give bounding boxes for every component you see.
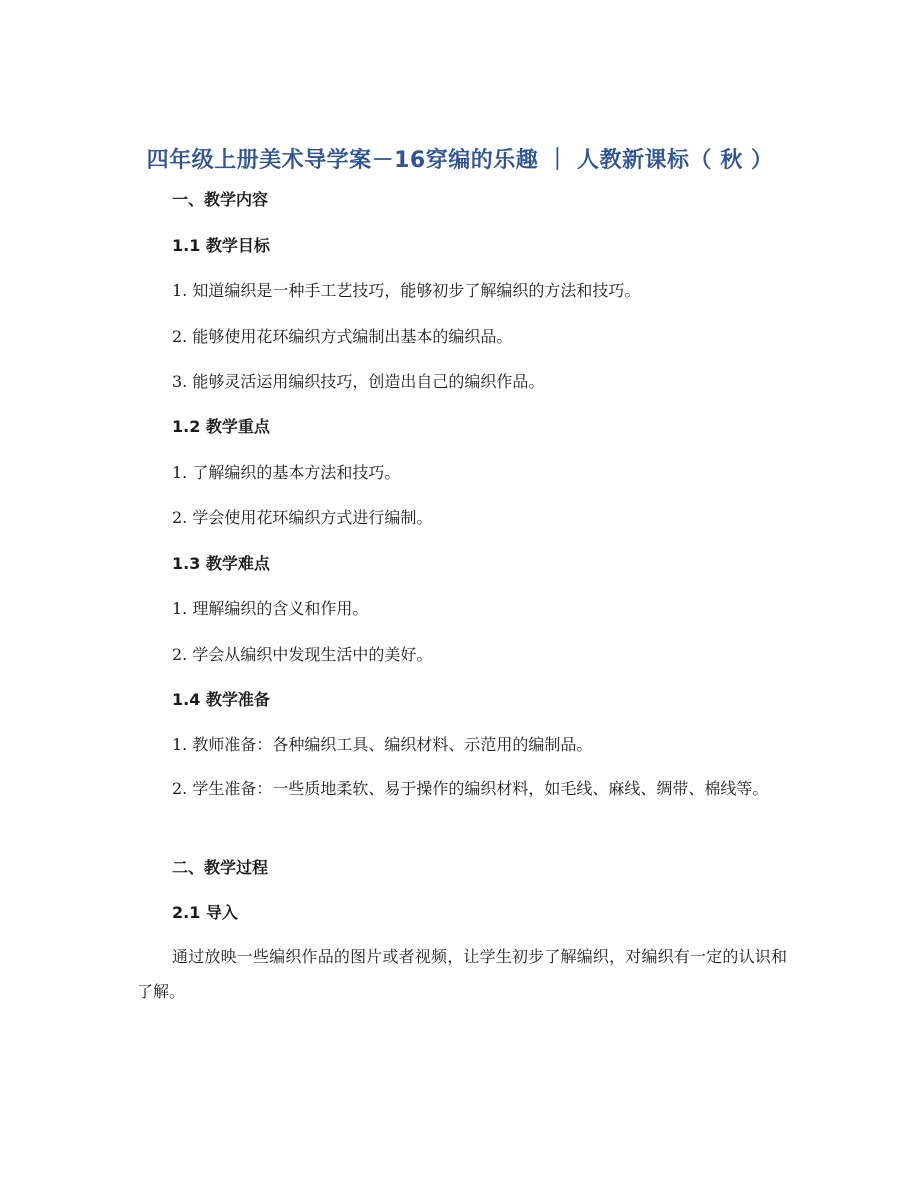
subheading-intro: 2.1 导入 bbox=[172, 903, 238, 922]
goal-item-2: 2. 能够使用花环编织方式编制出基本的编织品。 bbox=[172, 327, 513, 346]
section-heading-teaching-content: 一、教学内容 bbox=[172, 190, 269, 209]
document-title: 四年级上册美术导学案－16穿编的乐趣 ｜ 人教新课标（ 秋 ） bbox=[146, 148, 774, 173]
difficulty-item-1: 1. 理解编织的含义和作用。 bbox=[172, 599, 369, 618]
subheading-key-points: 1.2 教学重点 bbox=[172, 417, 270, 436]
subheading-teaching-goals: 1.1 教学目标 bbox=[172, 236, 270, 255]
subheading-difficulties: 1.3 教学难点 bbox=[172, 554, 270, 573]
key-point-item-1: 1. 了解编织的基本方法和技巧。 bbox=[172, 463, 401, 482]
preparation-item-2: 2. 学生准备：一些质地柔软、易于操作的编织材料，如毛线、麻线、绸带、棉线等。 bbox=[172, 779, 769, 798]
subheading-preparation: 1.4 教学准备 bbox=[172, 690, 270, 709]
goal-item-3: 3. 能够灵活运用编织技巧，创造出自己的编织作品。 bbox=[172, 372, 545, 391]
goal-item-1: 1. 知道编织是一种手工艺技巧，能够初步了解编织的方法和技巧。 bbox=[172, 281, 641, 300]
key-point-item-2: 2. 学会使用花环编织方式进行编制。 bbox=[172, 508, 433, 527]
intro-paragraph: 通过放映一些编织作品的图片或者视频，让学生初步了解编织，对编织有一定的认识和了解。 bbox=[137, 947, 787, 1001]
section-heading-teaching-process: 二、教学过程 bbox=[172, 858, 269, 877]
difficulty-item-2: 2. 学会从编织中发现生活中的美好。 bbox=[172, 645, 433, 664]
preparation-item-1: 1. 教师准备：各种编织工具、编织材料、示范用的编制品。 bbox=[172, 735, 593, 754]
